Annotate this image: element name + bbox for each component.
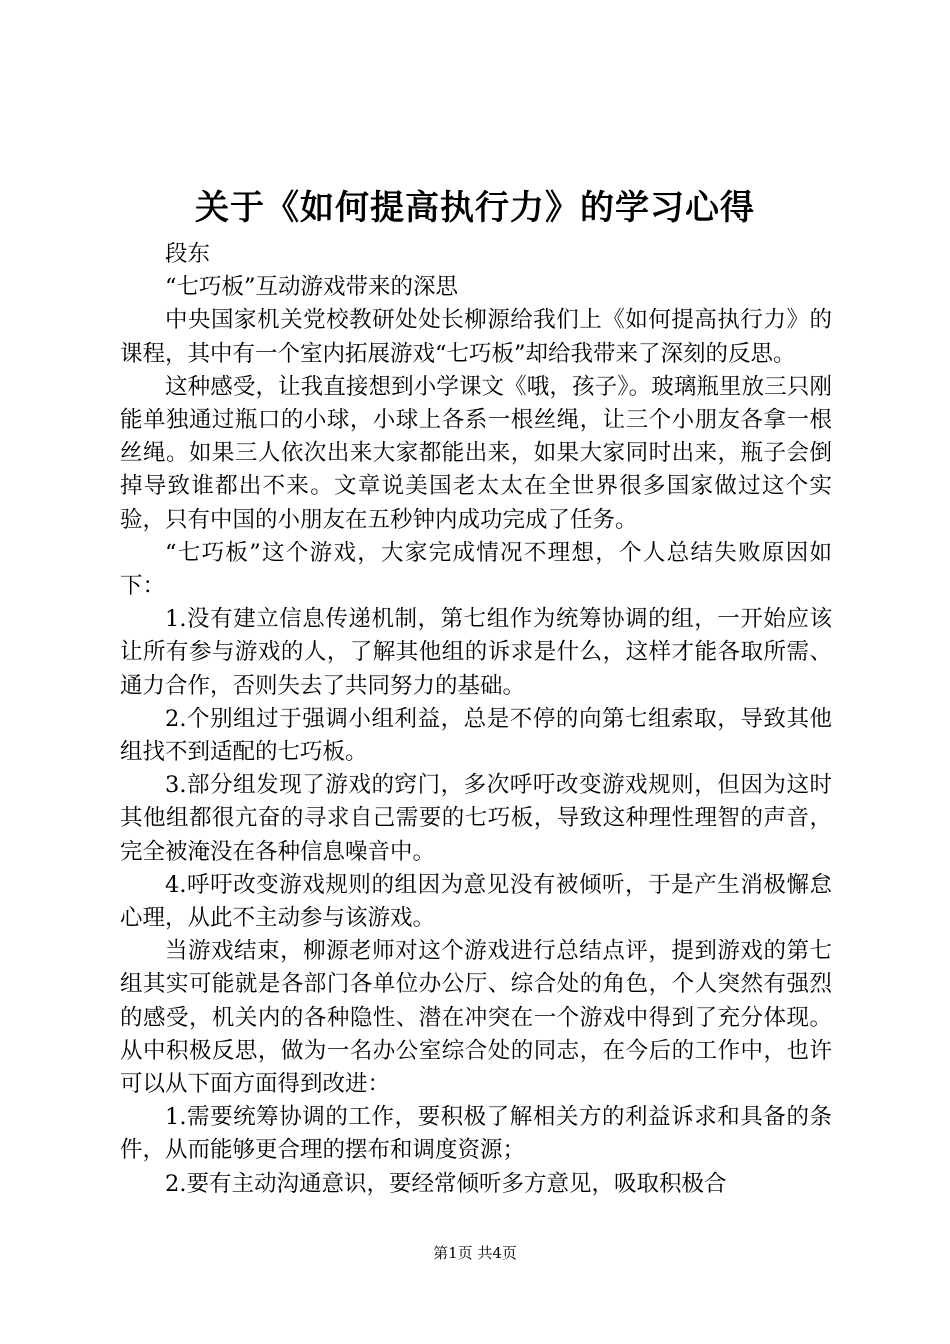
section-heading: “七巧板”互动游戏带来的深思 (165, 274, 459, 301)
paragraph: 当游戏结束，柳源老师对这个游戏进行总结点评，提到游戏的第七组其实可能就是各部门各单位办公厅、综合处的角色，个人突然有强烈的感受，机关内的各种隐性、潜在冲突在一个游戏中得到了充分体现。从中积极反思，做为一名办公室综合处的同志，在今后的工作中，也许可以从下面方面得到改进： (120, 938, 832, 1098)
document-body (120, 238, 832, 1201)
list-item: 1.没有建立信息传递机制，第七组作为统筹协调的组，一开始应该让所有参与游戏的人，了解其他组的诉求是什么，这样才能各取所需、通力合作，否则失去了共同努力的基础。 (120, 606, 832, 699)
list-item: 1.需要统筹协调的工作，要积极了解相关方的利益诉求和具备的条件，从而能够更合理的摆布和调度资源； (120, 1104, 832, 1164)
paragraph: 中央国家机关党校教研处处长柳源给我们上《如何提高执行力》的课程，其中有一个室内拓展游戏“七巧板”却给我带来了深刻的反思。 (120, 307, 832, 367)
list-item: 3.部分组发现了游戏的窍门，多次呼吁改变游戏规则，但因为这时其他组都很亢奋的寻求自己需要的七巧板，导致这种理性理智的声音，完全被淹没在各种信息噪音中。 (120, 772, 832, 865)
paragraph: 这种感受，让我直接想到小学课文《哦，孩子》。玻璃瓶里放三只刚能单独通过瓶口的小球，小球上各系一根丝绳，让三个小朋友各拿一根丝绳。如果三人依次出来大家都能出来，如果大家同时出来，瓶子会倒掉导致谁都出不来。文章说美国老太太在全世界很多国家做过这个实验，只有中国的小朋友在五秒钟内成功完成了任务。 (120, 373, 832, 533)
author-line: 段东 (165, 241, 211, 267)
list-item: 4.呼吁改变游戏规则的组因为意见没有被倾听，于是产生消极懈怠心理，从此不主动参与该游戏。 (120, 871, 832, 932)
list-item: 2.要有主动沟通意识，要经常倾听多方意见，吸取积极合 (165, 1170, 727, 1197)
document-title: 关于《如何提高执行力》的学习心得 (195, 188, 755, 228)
list-item: 2.个别组过于强调小组利益，总是不停的向第七组索取，导致其他组找不到适配的七巧板。 (120, 705, 832, 766)
page-footer: 第1页 共4页 (433, 1244, 517, 1262)
paragraph: “七巧板”这个游戏，大家完成情况不理想，个人总结失败原因如下： (120, 539, 832, 600)
